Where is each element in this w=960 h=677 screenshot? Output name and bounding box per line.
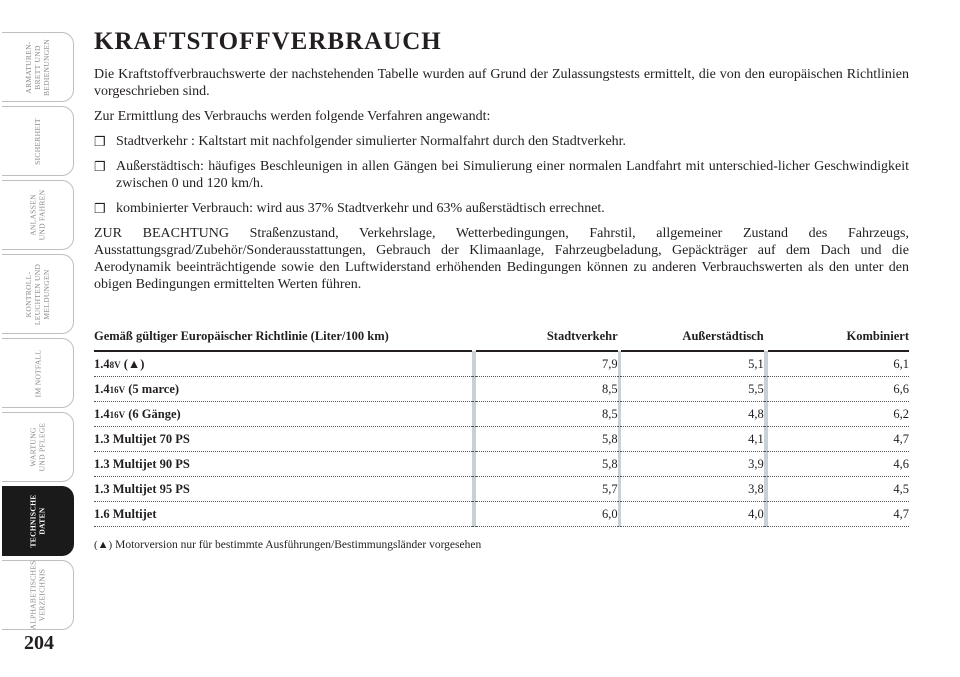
column-header: Stadtverkehr bbox=[476, 324, 618, 351]
value-cell-ausser: 4,1 bbox=[621, 427, 763, 452]
intro-paragraph: Die Kraftstoffverbrauchswerte der nachstehenden Tabelle wurden auf Grund der Zulassungstests ermittelt, die von den europäischen Richtlinien vorgeschrieben sind. bbox=[94, 67, 909, 99]
engine-cell bbox=[94, 452, 472, 477]
engine-cell bbox=[94, 502, 472, 527]
page-title: KRAFTSTOFFVERBRAUCH bbox=[94, 28, 442, 55]
value-cell-ausser: 4,8 bbox=[621, 402, 763, 427]
note-paragraph: ZUR BEACHTUNG Straßenzustand, Verkehrslage, Wetterbedingungen, Fahrstil, allgemeiner Zustand des Fahrzeugs, Ausstattungsgrad/Zubehör/Sonderausstattungen, Gebrauch der Klimaanlage, Fahrzeugbeladung, Gepäckträger auf dem Dach und die Aerodynamik beeinträchtigende sowie den Luftwiderstand erhöhenden Bedingungen können zu anderen Verbrauchswerten als den unter den obigen Bedingungen ermittelten Werten führen. bbox=[94, 226, 909, 292]
value-cell-komb: 4,7 bbox=[768, 427, 910, 452]
engine-cell bbox=[94, 402, 472, 427]
table-row bbox=[94, 502, 909, 527]
value-cell-stadt: 5,7 bbox=[476, 477, 618, 502]
page-content bbox=[94, 28, 909, 293]
tab-label: WARTUNG UND PFLEGE bbox=[28, 422, 47, 472]
value-cell-ausser: 5,1 bbox=[621, 351, 763, 377]
engine-cell bbox=[94, 351, 472, 377]
list-item bbox=[94, 133, 909, 150]
tab-anlassen[interactable] bbox=[2, 180, 74, 250]
checkbox-bullet-icon: ❒ bbox=[94, 134, 106, 149]
tab-sicherheit[interactable] bbox=[2, 106, 74, 176]
value-cell-komb: 6,2 bbox=[768, 402, 910, 427]
tab-label: ALPHABETISCHES VERZEICHNIS bbox=[28, 560, 47, 630]
tab-armaturenbrett[interactable] bbox=[2, 32, 74, 102]
tab-alphabetisches-verzeichnis[interactable] bbox=[2, 560, 74, 630]
value-cell-ausser: 4,0 bbox=[621, 502, 763, 527]
engine-cell bbox=[94, 477, 472, 502]
value-cell-komb: 6,6 bbox=[768, 377, 910, 402]
value-cell-ausser: 5,5 bbox=[621, 377, 763, 402]
engine-name: 1.6 Multijet bbox=[94, 506, 157, 521]
value-cell-stadt: 5,8 bbox=[476, 452, 618, 477]
value-cell-komb: 4,5 bbox=[768, 477, 910, 502]
column-header: Gemäß gültiger Europäischer Richtlinie (Liter/100 km) bbox=[94, 324, 472, 351]
checkbox-bullet-icon: ❒ bbox=[94, 159, 106, 174]
triangle-icon: (▲) bbox=[94, 539, 113, 551]
table-row bbox=[94, 427, 909, 452]
table-row bbox=[94, 402, 909, 427]
value-cell-stadt: 8,5 bbox=[476, 377, 618, 402]
consumption-table bbox=[94, 324, 909, 527]
engine-name: 1.3 Multijet 90 PS bbox=[94, 456, 190, 471]
tab-im-notfall[interactable] bbox=[2, 338, 74, 408]
value-cell-stadt: 6,0 bbox=[476, 502, 618, 527]
engine-variant: (▲) bbox=[120, 356, 145, 371]
value-cell-ausser: 3,8 bbox=[621, 477, 763, 502]
procedure-intro: Zur Ermittlung des Verbrauchs werden folgende Verfahren angewandt: bbox=[94, 109, 491, 124]
table-row bbox=[94, 477, 909, 502]
tab-kontrollleuchten[interactable] bbox=[2, 254, 74, 334]
tab-label: ANLASSEN UND FAHREN bbox=[28, 189, 47, 241]
engine-variant: (5 marce) bbox=[125, 381, 180, 396]
checkbox-bullet-icon: ❒ bbox=[94, 201, 106, 216]
engine-valve-label: 8V bbox=[109, 359, 121, 370]
value-cell-stadt: 7,9 bbox=[476, 351, 618, 377]
tab-label: TECHNISCHE DATEN bbox=[28, 494, 47, 548]
tab-label: SICHERHEIT bbox=[33, 117, 42, 165]
bullet-text: Stadtverkehr : Kaltstart mit nachfolgender simulierter Normalfahrt durch den Stadtverkehr. bbox=[116, 134, 627, 149]
footnote-text: Motorversion nur für bestimmte Ausführungen/Bestimmungsländer vorgesehen bbox=[112, 539, 482, 551]
value-cell-komb: 4,7 bbox=[768, 502, 910, 527]
bullet-text: Außerstädtisch: häufiges Beschleunigen in allen Gängen bei Simulierung einer normalen Landfahrt mit unterschied-licher Geschwindigkeit zwischen 0 und 120 km/h. bbox=[116, 159, 909, 191]
engine-valve-label: 16V bbox=[109, 384, 126, 395]
engine-name: 1.3 Multijet 70 PS bbox=[94, 431, 190, 446]
engine-name: 1.4 bbox=[94, 356, 110, 371]
engine-valve-label: 16V bbox=[109, 409, 126, 420]
engine-name: 1.4 bbox=[94, 406, 110, 421]
list-item bbox=[94, 158, 909, 192]
table-body bbox=[94, 351, 909, 527]
value-cell-ausser: 3,9 bbox=[621, 452, 763, 477]
table-row bbox=[94, 452, 909, 477]
tab-label: ARMATUREN- BRETT UND BEDIENUNGEN bbox=[23, 38, 51, 96]
table-header-row bbox=[94, 324, 909, 351]
page-number: 204 bbox=[24, 632, 54, 654]
column-header: Außerstädtisch bbox=[621, 324, 763, 351]
bullet-text: kombinierter Verbrauch: wird aus 37% Stadtverkehr und 63% außerstädtisch errechnet. bbox=[116, 201, 605, 216]
table-row bbox=[94, 351, 909, 377]
engine-cell bbox=[94, 427, 472, 452]
engine-variant: (6 Gänge) bbox=[125, 406, 181, 421]
consumption-table-section bbox=[94, 324, 909, 551]
tab-wartung[interactable] bbox=[2, 412, 74, 482]
engine-name: 1.4 bbox=[94, 381, 110, 396]
value-cell-komb: 6,1 bbox=[768, 351, 910, 377]
engine-name: 1.3 Multijet 95 PS bbox=[94, 481, 190, 496]
tab-technische-daten[interactable] bbox=[2, 486, 74, 556]
footnote bbox=[94, 539, 909, 551]
value-cell-stadt: 8,5 bbox=[476, 402, 618, 427]
column-header: Kombiniert bbox=[768, 324, 910, 351]
list-item bbox=[94, 200, 909, 217]
value-cell-komb: 4,6 bbox=[768, 452, 910, 477]
tab-label: IM NOTFALL bbox=[33, 349, 42, 397]
value-cell-stadt: 5,8 bbox=[476, 427, 618, 452]
engine-cell bbox=[94, 377, 472, 402]
tab-label: KONTROLL- LEUCHTEN UND MELDUNGEN bbox=[24, 263, 51, 325]
table-row bbox=[94, 377, 909, 402]
